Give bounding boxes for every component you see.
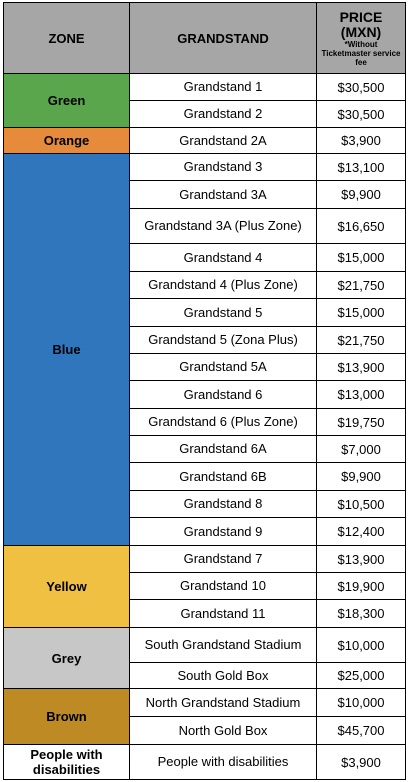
- grandstand-cell: Grandstand 11: [130, 600, 317, 628]
- grandstand-cell: Grandstand 5: [130, 299, 317, 327]
- table-row: [4, 128, 406, 154]
- grandstand-cell: Grandstand 5 (Zona Plus): [130, 327, 317, 354]
- price-cell: $9,900: [317, 463, 406, 491]
- grandstand-cell: Grandstand 8: [130, 491, 317, 518]
- price-cell: $9,900: [317, 181, 406, 209]
- price-cell: $15,000: [317, 299, 406, 327]
- grandstand-cell: Grandstand 2A: [130, 128, 317, 154]
- zone-cell: Yellow: [4, 546, 130, 628]
- price-table: [3, 2, 406, 780]
- zone-cell: People with disabilities: [4, 745, 130, 780]
- table-row: [4, 745, 406, 780]
- price-cell: $21,750: [317, 327, 406, 354]
- price-cell: $15,000: [317, 244, 406, 272]
- price-header-label: PRICE: [339, 8, 383, 25]
- price-cell: $19,900: [317, 573, 406, 600]
- price-cell: $13,100: [317, 154, 406, 181]
- grandstand-header: GRANDSTAND: [130, 3, 317, 74]
- table-row: [4, 546, 406, 573]
- table-row: [4, 154, 406, 181]
- grandstand-cell: Grandstand 1: [130, 74, 317, 101]
- price-cell: $12,400: [317, 518, 406, 546]
- zone-cell: Blue: [4, 154, 130, 546]
- grandstand-cell: Grandstand 6B: [130, 463, 317, 491]
- zone-cell: Brown: [4, 689, 130, 745]
- table-row: [4, 628, 406, 663]
- zone-cell: Grey: [4, 628, 130, 689]
- price-cell: $19,750: [317, 409, 406, 436]
- grandstand-cell: Grandstand 7: [130, 546, 317, 573]
- grandstand-cell: South Grandstand Stadium: [130, 628, 317, 663]
- price-header-note: *Without Ticketmaster service fee: [321, 39, 401, 67]
- price-cell: $13,000: [317, 381, 406, 409]
- price-cell: $13,900: [317, 546, 406, 573]
- table-row: [4, 74, 406, 101]
- price-header: [317, 3, 406, 74]
- price-cell: $16,650: [317, 209, 406, 244]
- price-cell: $18,300: [317, 600, 406, 628]
- price-cell: $30,500: [317, 74, 406, 101]
- price-cell: $30,500: [317, 101, 406, 128]
- zone-cell: Orange: [4, 128, 130, 154]
- price-cell: $10,000: [317, 628, 406, 663]
- price-cell: $10,000: [317, 689, 406, 717]
- grandstand-cell: Grandstand 3A: [130, 181, 317, 209]
- grandstand-cell: Grandstand 5A: [130, 354, 317, 381]
- grandstand-cell: Grandstand 4 (Plus Zone): [130, 272, 317, 299]
- price-cell: $3,900: [317, 745, 406, 780]
- grandstand-cell: Grandstand 10: [130, 573, 317, 600]
- grandstand-cell: Grandstand 4: [130, 244, 317, 272]
- grandstand-cell: Grandstand 6A: [130, 436, 317, 463]
- price-cell: $45,700: [317, 717, 406, 745]
- grandstand-cell: North Grandstand Stadium: [130, 689, 317, 717]
- grandstand-cell: People with disabilities: [130, 745, 317, 780]
- grandstand-cell: North Gold Box: [130, 717, 317, 745]
- zone-cell: Green: [4, 74, 130, 128]
- price-cell: $25,000: [317, 663, 406, 689]
- grandstand-cell: Grandstand 2: [130, 101, 317, 128]
- zone-header: ZONE: [4, 3, 130, 74]
- grandstand-cell: Grandstand 6: [130, 381, 317, 409]
- grandstand-cell: Grandstand 6 (Plus Zone): [130, 409, 317, 436]
- price-cell: $10,500: [317, 491, 406, 518]
- price-cell: $7,000: [317, 436, 406, 463]
- table-row: [4, 689, 406, 717]
- grandstand-cell: Grandstand 3A (Plus Zone): [130, 209, 317, 244]
- table-header: [4, 3, 406, 74]
- grandstand-cell: Grandstand 3: [130, 154, 317, 181]
- grandstand-cell: South Gold Box: [130, 663, 317, 689]
- price-cell: $3,900: [317, 128, 406, 154]
- price-cell: $13,900: [317, 354, 406, 381]
- grandstand-cell: Grandstand 9: [130, 518, 317, 546]
- price-cell: $21,750: [317, 272, 406, 299]
- price-header-currency: (MXN): [340, 23, 382, 40]
- table-body: [4, 74, 406, 780]
